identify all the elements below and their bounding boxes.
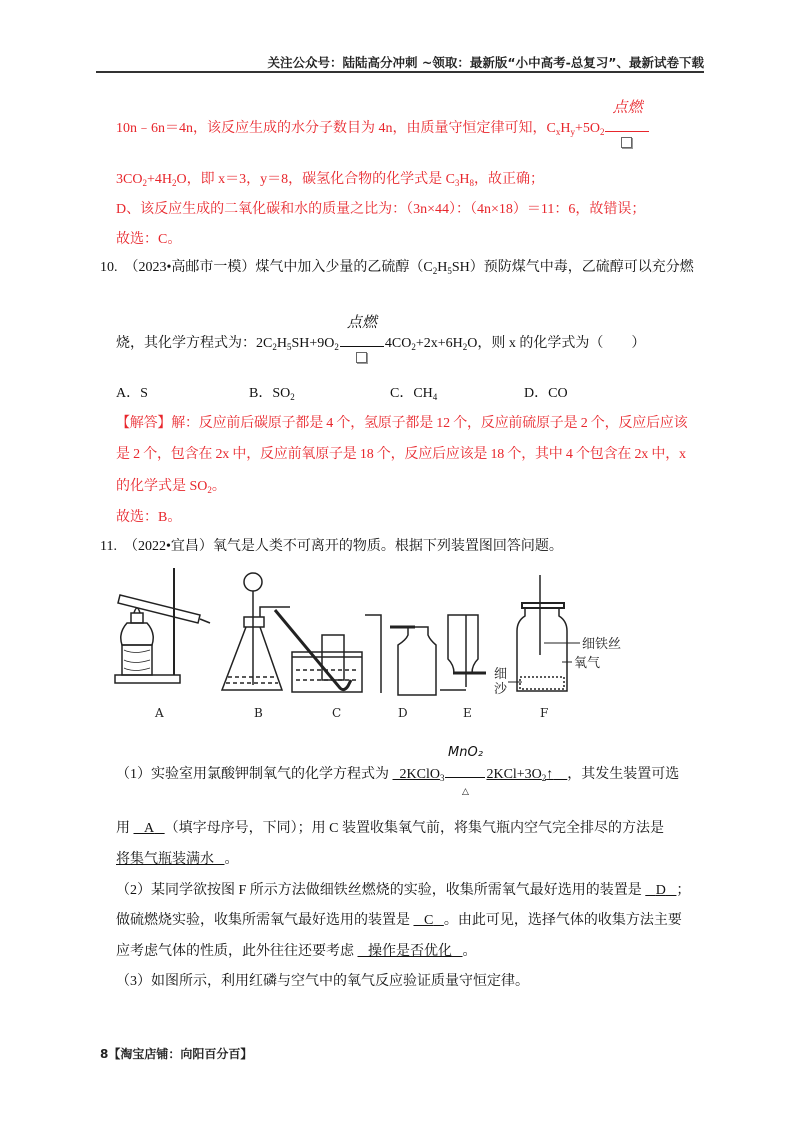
text-segment: 烧，其化学方程式为：2C xyxy=(116,336,273,351)
option-d xyxy=(524,384,568,404)
subscript: 2 xyxy=(334,342,339,352)
q10-stem-1 xyxy=(100,258,694,278)
missing-glyph-box xyxy=(621,137,632,148)
apparatus-d xyxy=(365,615,436,695)
subscript: 8 xyxy=(469,178,475,188)
text-segment: O，即 x＝3，y＝8，碳氢化合物的化学式是 C xyxy=(176,172,455,187)
part1-text: 用 xyxy=(116,821,130,836)
subscript: 2 xyxy=(411,342,416,352)
text-segment: SH）预防煤气中毒，乙硫醇可以充分燃 xyxy=(451,260,694,275)
text-segment: 10n﹣6n＝4n，该反应生成的水分子数目为 4n，由质量守恒定律可知，C xyxy=(116,121,556,136)
text-segment: 。 xyxy=(211,479,226,494)
text-segment: +2x+6H xyxy=(415,336,463,351)
part2-text: 。由此可见，选择气体的收集方法主要 xyxy=(443,913,682,928)
text-segment: 2KClO xyxy=(399,767,440,782)
formula-text xyxy=(116,336,339,351)
text-segment: H xyxy=(276,336,287,351)
condition-label: 点燃 xyxy=(346,313,377,331)
apparatus-c xyxy=(275,610,362,692)
q11-part2-line3 xyxy=(116,942,477,962)
part2-text: 做硫燃烧实验，收集所需氧气最好选用的装置是 xyxy=(116,913,410,928)
q11-part2-line1 xyxy=(116,881,690,901)
apparatus-figure xyxy=(110,565,630,725)
answer-blank xyxy=(414,913,444,928)
reaction-condition xyxy=(445,745,485,796)
part1-text: 。 xyxy=(224,852,239,867)
q10-answer-2: 是 2 个，包含在 2x 中，反应前氧原子是 18 个，反应后应该是 18 个，其中 4 个包含在 2x 中，x xyxy=(116,447,686,462)
text-segment: A．S xyxy=(116,386,148,401)
option-a xyxy=(116,384,148,404)
text-segment: B．SO xyxy=(249,386,291,401)
subscript: y xyxy=(570,127,575,137)
q9-line-3 xyxy=(116,200,645,220)
subscript: 2 xyxy=(272,342,277,352)
equation-answer xyxy=(393,745,568,796)
q10-options xyxy=(116,384,706,404)
option-c xyxy=(390,384,437,404)
q11-part1-line1 xyxy=(116,745,680,796)
answer-blank xyxy=(116,852,225,867)
subscript: 4 xyxy=(432,392,438,402)
condition-label: 点燃 xyxy=(612,98,643,116)
answer-value: C xyxy=(424,913,434,928)
equation-left xyxy=(400,767,445,782)
subscript: 2 xyxy=(142,178,147,188)
subscript: 2 xyxy=(541,773,547,783)
figure-label-f: F xyxy=(540,706,549,720)
q11-part1-line2 xyxy=(116,819,664,839)
text-segment: 3CO xyxy=(116,172,143,187)
subscript: 2 xyxy=(599,127,605,137)
subscript: 3 xyxy=(439,773,445,783)
answer-value: 操作是否优化 xyxy=(368,944,452,959)
text-segment: D、该反应生成的二氧化碳和水的质量之比为：（3n×44）：（4n×18）＝11：6，故错误； xyxy=(116,202,646,217)
text-segment: 的化学式是 SO xyxy=(116,479,208,494)
text-segment: ，故正确； xyxy=(474,172,545,187)
text-segment: 4CO xyxy=(384,336,412,351)
subscript: x xyxy=(555,127,561,137)
text-segment: C．CH xyxy=(390,386,433,401)
subscript: 2 xyxy=(290,392,295,402)
text-segment: H xyxy=(459,172,470,187)
part1-text: （1）实验室用氯酸钾制氧气的化学方程式为 xyxy=(116,767,389,782)
part2-text: ； xyxy=(676,883,691,898)
subscript: 5 xyxy=(286,342,292,352)
part1-text: （填字母序号，下同）；用 C 装置收集氧气前，将集气瓶内空气完全排尽的方法是 xyxy=(164,821,664,836)
apparatus-a xyxy=(115,568,210,683)
figure-label-c: C xyxy=(332,706,342,720)
part2-text: 应考虑气体的性质，此外往往还要考虑 xyxy=(116,944,354,959)
heat-label: △ xyxy=(461,786,469,796)
wire-label: 细铁丝 xyxy=(582,637,622,652)
part2-text: 。 xyxy=(462,944,477,959)
header-rule xyxy=(96,71,704,73)
apparatus-e xyxy=(440,615,486,690)
subscript: 3 xyxy=(454,178,460,188)
equation-right xyxy=(486,767,553,782)
q10-answer-4: 故选：B。 xyxy=(116,510,182,525)
text-segment: 2KCl+3O xyxy=(486,767,542,782)
text-segment: SH+9O xyxy=(291,336,335,351)
text-segment: ↑ xyxy=(546,767,554,782)
option-b xyxy=(249,384,295,404)
subscript: 2 xyxy=(432,266,438,276)
q11-part2-line2 xyxy=(116,911,682,931)
answer-blank xyxy=(358,944,463,959)
subscript: 2 xyxy=(462,342,468,352)
text-segment: H xyxy=(560,121,571,136)
q10-stem-2 xyxy=(116,313,646,354)
sand-label: 细沙 xyxy=(494,667,508,697)
text-segment: +4H xyxy=(146,172,172,187)
answer-text: 解：反应前后碳原子都是 4 个，氢原子都是 12 个，反应前硫原子是 2 个，反应后应该 xyxy=(171,416,688,431)
answer-value: A xyxy=(144,821,155,836)
figure-label-a: A xyxy=(155,706,164,720)
q9-line-1 xyxy=(116,98,650,139)
q11-part3: （3）如图所示，利用红磷与空气中的氧气反应验证质量守恒定律。 xyxy=(116,974,529,989)
q11-part1-line3 xyxy=(116,850,239,870)
figure-label-e: E xyxy=(463,706,472,720)
q10-answer-3 xyxy=(116,477,226,497)
catalyst-label: MnO₂ xyxy=(448,745,483,760)
reaction-condition xyxy=(340,313,384,347)
missing-glyph-box xyxy=(356,352,367,363)
subscript: 2 xyxy=(171,178,177,188)
q9-line-2 xyxy=(116,170,544,190)
q9-line-4 xyxy=(116,230,181,250)
page-header: 关注公众号：陆陆高分冲刺 ~领取：最新版“小中高考-总复习”、最新试卷下载 xyxy=(267,55,704,70)
formula-text xyxy=(385,336,645,351)
figure-label-d: D xyxy=(398,706,408,720)
text-segment: D．CO xyxy=(524,386,568,401)
apparatus-b xyxy=(222,573,290,690)
q10-answer-1 xyxy=(116,414,687,434)
answer-blank xyxy=(645,883,676,898)
answer-tag: 【解答】 xyxy=(116,416,172,431)
formula-text xyxy=(116,121,604,136)
oxygen-label: 氧气 xyxy=(574,656,601,671)
text-segment: 10. （2023•高邮市一模）煤气中加入少量的乙硫醇（C xyxy=(100,260,433,275)
subscript: 2 xyxy=(207,485,212,495)
figure-label-b: B xyxy=(254,706,263,720)
apparatus-f xyxy=(508,575,580,691)
part1-text: ，其发生装置可选 xyxy=(567,767,680,782)
q11-stem: 11. （2022•宜昌）氧气是人类不可离开的物质。根据下列装置图回答问题。 xyxy=(100,539,563,554)
reaction-condition xyxy=(605,98,649,132)
subscript: 5 xyxy=(447,266,452,276)
part2-text: （2）某同学欲按图 F 所示方法做细铁丝燃烧的实验，收集所需氧气最好选用的装置是 xyxy=(116,883,642,898)
answer-blank xyxy=(134,821,165,836)
answer-value: 将集气瓶装满水 xyxy=(116,852,214,867)
text-segment: H xyxy=(437,260,448,275)
text-segment: O，则 x 的化学式为（ ） xyxy=(467,336,646,351)
page-footer: 8【淘宝店铺：向阳百分百】 xyxy=(100,1047,253,1061)
text-segment: +5O xyxy=(574,121,600,136)
answer-value: D xyxy=(655,883,666,898)
text-segment: 故选：C。 xyxy=(116,232,182,247)
